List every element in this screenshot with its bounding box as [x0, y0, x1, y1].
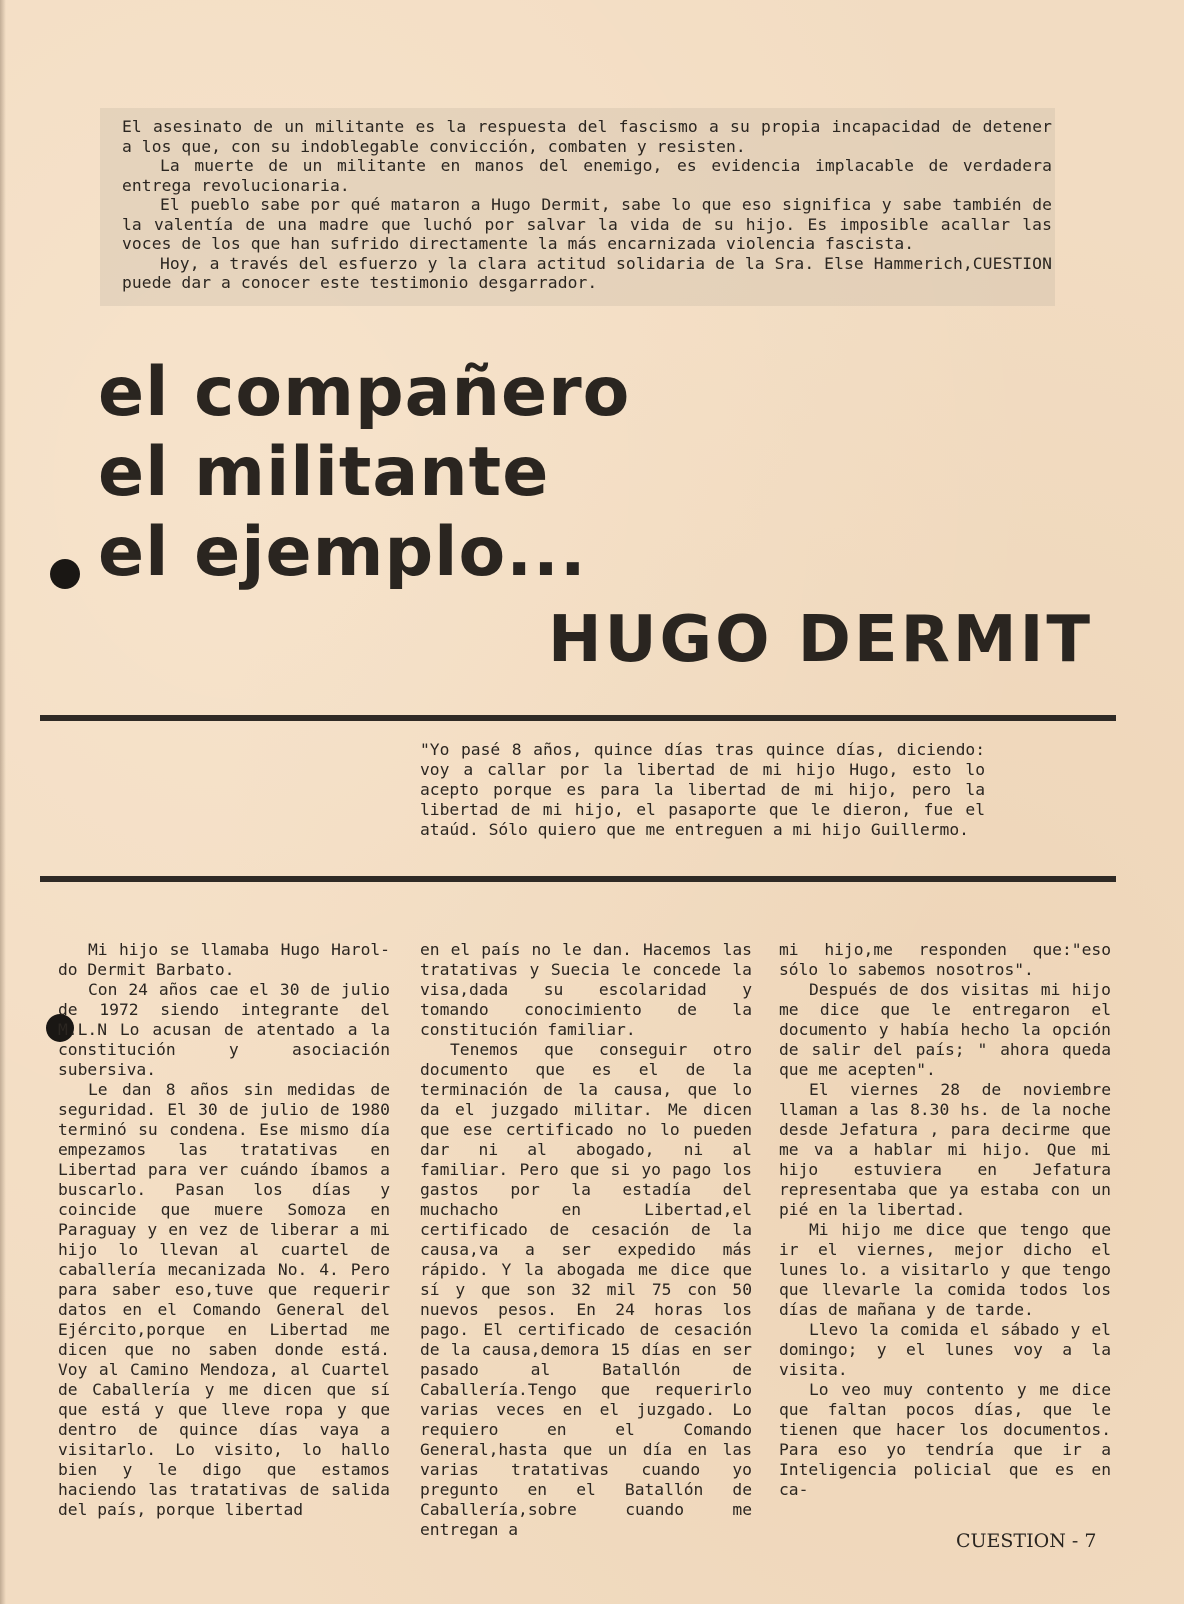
bullet-dot	[50, 559, 80, 589]
column-paragraph: Le dan 8 años sin medidas de seguridad. El 30 de julio de 1980 terminó su condena. Ese mismo día empezamos las tratativas en Libertad para ver cuándo íbamos a buscarlo. Pasan los días y coincide que muere Somoza en Paraguay y en vez de liberar a mi hijo lo llevan al cuartel de caballería mecanizada No. 4. Pero para saber eso,tuve que requerir datos en el Comando General del Ejército,porque en Libertad me dicen que no saben donde está. Voy al Camino Mendoza, al Cuartel de Caballería y me dicen que sí que está y que lleve ropa y que dentro de quince días vaya a visitarlo. Lo visito, lo hallo bien y le digo que estamos haciendo las tratativas de salida del país, porque libertad	[58, 1080, 390, 1519]
headline-line-3: el ejemplo...	[98, 513, 587, 592]
page-footer: CUESTION - 7	[956, 1530, 1097, 1552]
article-column-3	[779, 940, 1111, 1500]
column-paragraph: Con 24 años cae el 30 de julio de 1972 siendo integrante del M.L.N Lo acusan de atentado a la constitución y asociación subersiva.	[58, 980, 390, 1079]
column-paragraph: Mi hijo se llamaba Hugo Harol-do Dermit Barbato.	[58, 940, 390, 979]
headline-line-1: el compañero	[98, 353, 631, 432]
column-paragraph: Lo veo muy contento y me dice que faltan pocos días, que le tienen que hacer los documentos. Para eso yo tendría que ir a Inteligencia policial que es en ca-	[779, 1380, 1111, 1499]
column-paragraph: El viernes 28 de noviembre llaman a las 8.30 hs. de la noche desde Jefatura , para decirme que me va a hablar mi hijo. Que mi hijo estuviera en Jefatura representaba que ya estaba con un pié en la libertad.	[779, 1080, 1111, 1219]
headline-line-2: el militante	[98, 433, 550, 512]
article-column-2	[420, 940, 752, 1540]
column-paragraph: Después de dos visitas mi hijo me dice que le entregaron el documento y había hecho la opción de salir del país; " ahora queda que me acepten".	[779, 980, 1111, 1079]
article-title-name: HUGO DERMIT	[548, 603, 1094, 677]
article-column-1	[58, 940, 390, 1520]
column-paragraph: mi hijo,me responden que:"eso sólo lo sabemos nosotros".	[779, 940, 1111, 979]
pull-quote: "Yo pasé 8 años, quince días tras quince días, diciendo: voy a callar por la libertad de mi hijo Hugo, esto lo acepto porque es para la libertad de mi hijo, pero la libertad de mi hijo, el pasaporte que le dieron, fue el ataúd. Sólo quiero que me entreguen a mi hijo Guillermo.	[420, 740, 985, 839]
intro-paragraph: El pueblo sabe por qué mataron a Hugo Dermit, sabe lo que eso significa y sabe también de la valentía de una madre que luchó por salvar la vida de su hijo. Es imposible acallar las voces de los que han sufrido directamente la más encarnizada violencia fascista.	[122, 195, 1052, 253]
intro-paragraph: El asesinato de un militante es la respuesta del fascismo a su propia incapacidad de detener a los que, con su indoblegable convicción, combaten y resisten.	[122, 117, 1052, 156]
divider-rule	[40, 715, 1116, 721]
intro-paragraph: Hoy, a través del esfuerzo y la clara actitud solidaria de la Sra. Else Hammerich,CUESTION puede dar a conocer este testimonio desgarrador.	[122, 253, 1052, 292]
page-edge-shadow	[0, 0, 6, 1604]
column-paragraph: en el país no le dan. Hacemos las tratativas y Suecia le concede la visa,dada su escolaridad y tomando conocimiento de la constitución familiar.	[420, 940, 752, 1039]
intro-paragraph: La muerte de un militante en manos del enemigo, es evidencia implacable de verdadera entrega revolucionaria.	[122, 156, 1052, 195]
column-paragraph: Mi hijo me dice que tengo que ir el viernes, mejor dicho el lunes lo. a visitarlo y que tengo que llevarle la comida todos los días de mañana y de tarde.	[779, 1220, 1111, 1319]
column-paragraph: Llevo la comida el sábado y el domingo; y el lunes voy a la visita.	[779, 1320, 1111, 1379]
divider-rule	[40, 876, 1116, 882]
intro-text	[122, 117, 1052, 293]
column-paragraph: Tenemos que conseguir otro documento que es el de la terminación de la causa, que lo da el juzgado militar. Me dicen que ese certificado no lo pueden dar ni al abogado, ni al familiar. Pero que si yo pago los gastos por la estadía del muchacho en Libertad,el certificado de cesación de la causa,va a ser expedido más rápido. Y la abogada me dice que sí y que son 32 mil 75 con 50 nuevos pesos. En 24 horas los pago. El certificado de cesación de la causa,demora 15 días en ser pasado al Batallón de Caballería.Tengo que requerirlo varias veces en el juzgado. Lo requiero en el Comando General,hasta que un día en las varias tratativas cuando yo pregunto en el Batallón de Caballería,sobre cuando me entregan a	[420, 1040, 752, 1539]
